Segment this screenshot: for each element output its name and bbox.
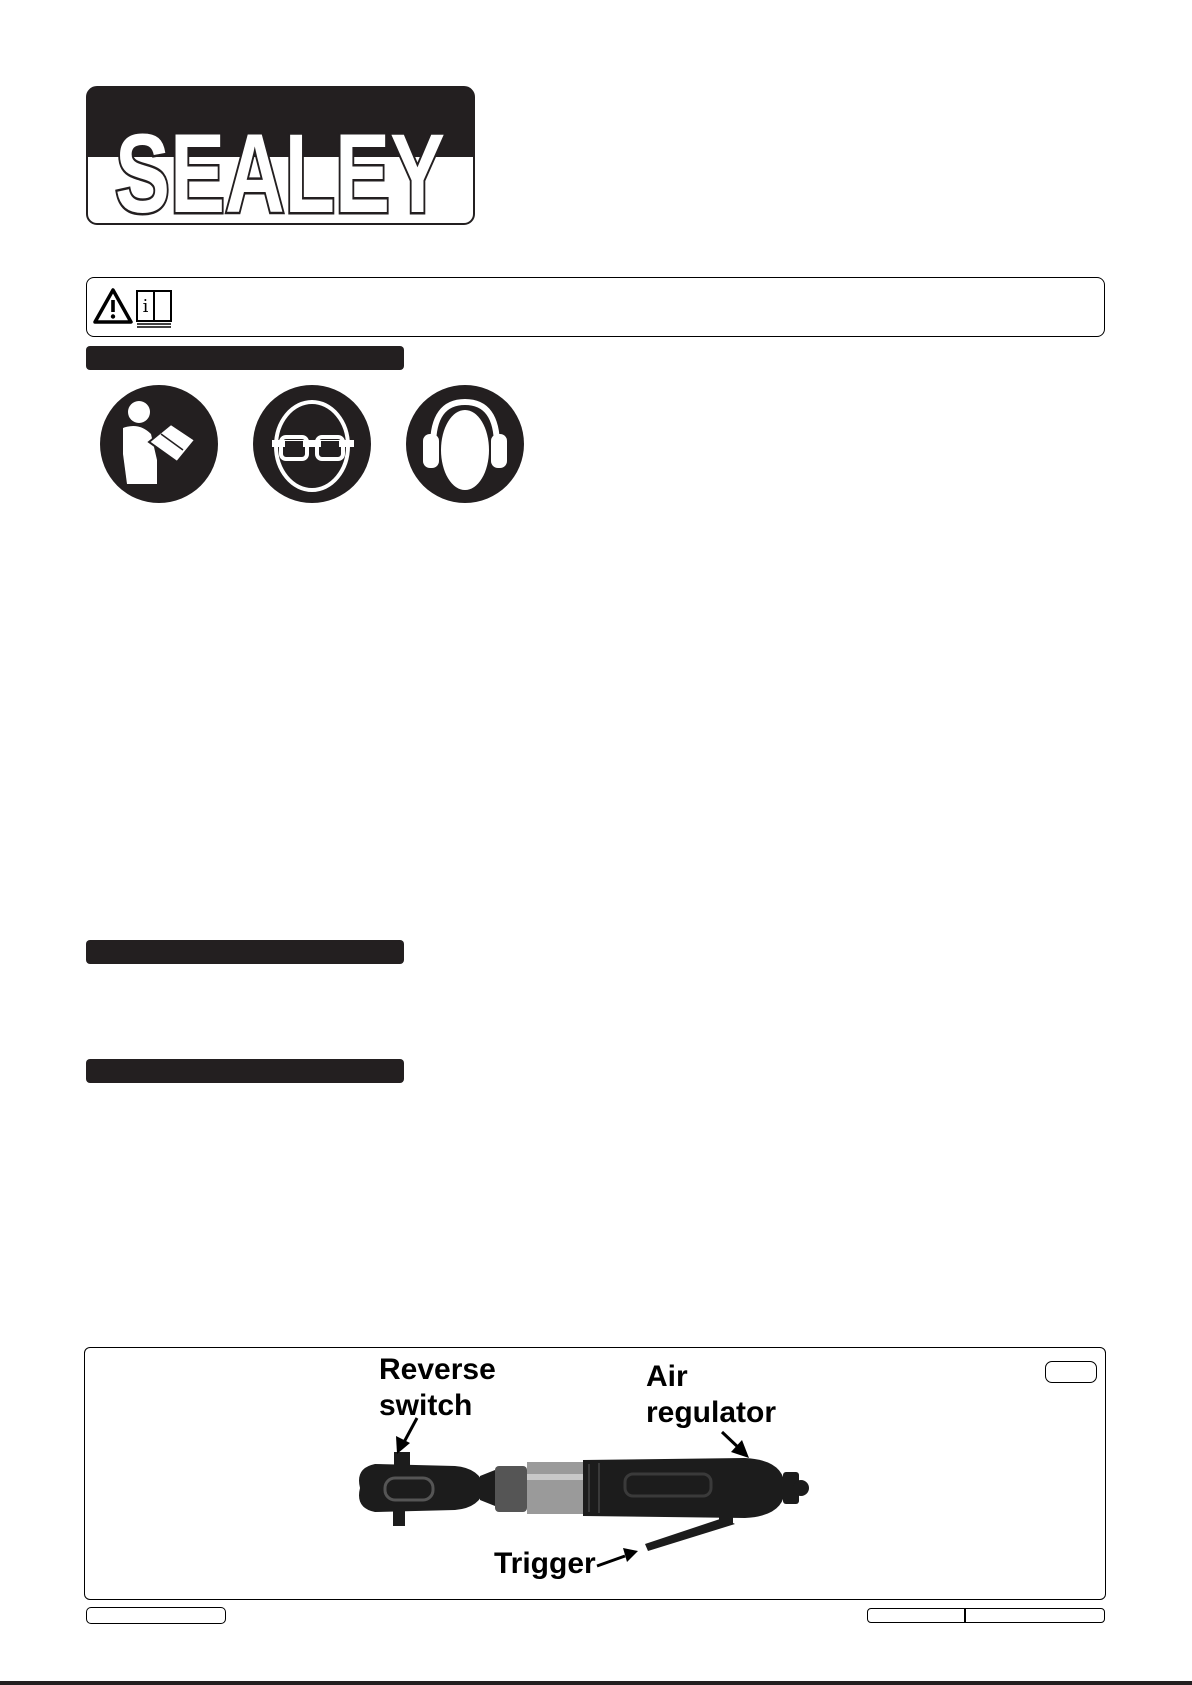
reverse-switch-callout	[379, 1352, 496, 1424]
warning-icons	[93, 287, 179, 329]
read-instructions-icon	[99, 384, 219, 504]
section-bar-2	[86, 940, 404, 964]
reverse-switch-label-line1: Reverse	[379, 1353, 496, 1386]
section-bar-1	[86, 346, 404, 370]
trigger-arrow	[597, 1548, 638, 1566]
footer-left-box	[86, 1607, 226, 1624]
figure-panel	[84, 1347, 1106, 1600]
warning-triangle-icon	[95, 290, 131, 322]
read-manual-info-icon	[137, 291, 171, 327]
air-regulator-label-line2: regulator	[646, 1396, 777, 1429]
section-bar-3	[86, 1059, 404, 1083]
reverse-switch-label-line2: switch	[379, 1389, 473, 1422]
air-regulator-arrow	[722, 1432, 749, 1458]
footer-right-box	[867, 1608, 1105, 1623]
sealey-logo	[86, 86, 475, 236]
footer-right-divider	[964, 1609, 966, 1622]
svg-text:SEALEY: SEALEY	[115, 111, 445, 236]
air-ratchet-wrench-icon	[85, 1348, 1107, 1601]
air-regulator-callout	[646, 1359, 776, 1431]
svg-text:i: i	[142, 296, 149, 317]
trigger-callout: Trigger	[494, 1547, 596, 1580]
wear-eye-protection-icon	[252, 384, 372, 504]
wear-ear-protection-icon	[405, 384, 525, 504]
air-regulator-label-line1: Air	[646, 1360, 688, 1393]
bottom-rule	[0, 1681, 1192, 1685]
warning-banner	[86, 277, 1105, 337]
